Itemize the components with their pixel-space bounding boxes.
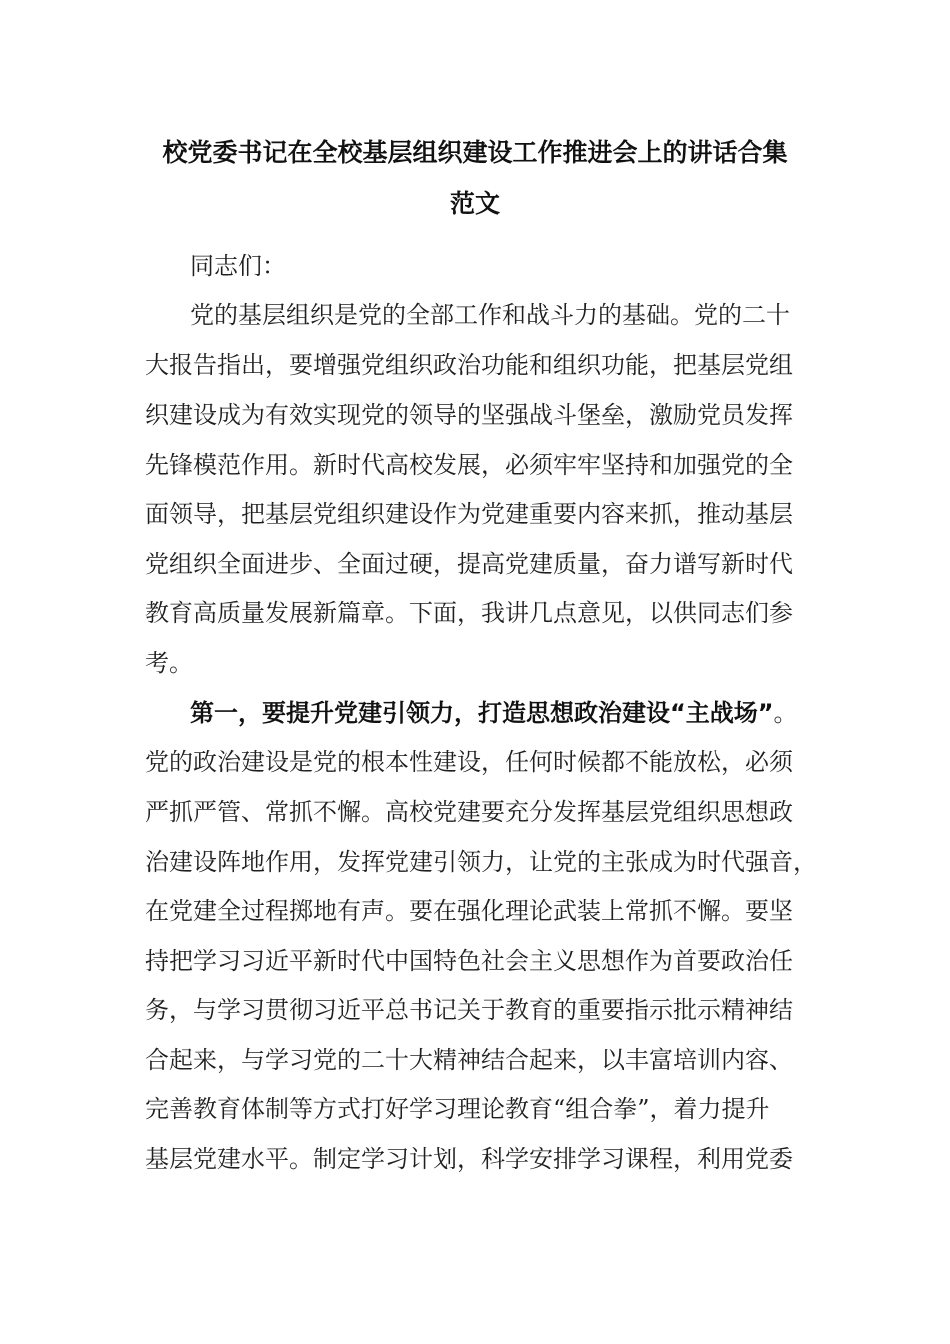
paragraph-1-line: 先锋模范作用。新时代高校发展，必须牢牢坚持和加强党的全 <box>145 451 793 479</box>
paragraph-1-line: 党的基层组织是党的全部工作和战斗力的基础。党的二十 <box>190 301 790 329</box>
paragraph-1-line: 教育高质量发展新篇章。下面，我讲几点意见，以供同志们参 <box>145 599 793 627</box>
document-title-line-1: 校党委书记在全校基层组织建设工作推进会上的讲话合集 <box>162 138 788 167</box>
salutation: 同志们： <box>190 252 286 280</box>
paragraph-1-line: 大报告指出，要增强党组织政治功能和组织功能，把基层党组 <box>145 351 793 379</box>
paragraph-2-line: 在党建全过程掷地有声。要在强化理论武装上常抓不懈。要坚 <box>145 897 793 925</box>
paragraph-1-line: 考。 <box>145 649 193 677</box>
paragraph-2-line: 合起来，与学习党的二十大精神结合起来，以丰富培训内容、 <box>145 1046 793 1074</box>
paragraph-2-line: 严抓严管、常抓不懈。高校党建要充分发挥基层党组织思想政 <box>145 798 793 826</box>
paragraph-2-line: 治建设阵地作用，发挥党建引领力，让党的主张成为时代强音， <box>145 848 817 876</box>
paragraph-1-line: 织建设成为有效实现党的领导的坚强战斗堡垒，激励党员发挥 <box>145 401 793 429</box>
paragraph-2-line: 持把学习习近平新时代中国特色社会主义思想作为首要政治任 <box>145 947 793 975</box>
section-1-heading-period: 。 <box>773 699 798 727</box>
paragraph-2-line: 务，与学习贯彻习近平总书记关于教育的重要指示批示精神结 <box>145 996 793 1024</box>
paragraph-2-line: 基层党建水平。制定学习计划，科学安排学习课程，利用党委 <box>145 1145 793 1173</box>
section-1-heading-line <box>190 701 805 725</box>
paragraph-2-line: 完善教育体制等方式打好学习理论教育“组合拳”，着力提升 <box>145 1095 770 1123</box>
section-1-heading: 第一，要提升党建引领力，打造思想政治建设“主战场” <box>190 699 774 727</box>
paragraph-1-line: 党组织全面进步、全面过硬，提高党建质量，奋力谱写新时代 <box>145 550 793 578</box>
paragraph-2-line: 党的政治建设是党的根本性建设，任何时候都不能放松，必须 <box>145 748 793 776</box>
document-title-line-2: 范文 <box>449 189 500 218</box>
paragraph-1-line: 面领导，把基层党组织建设作为党建重要内容来抓，推动基层 <box>145 500 793 528</box>
